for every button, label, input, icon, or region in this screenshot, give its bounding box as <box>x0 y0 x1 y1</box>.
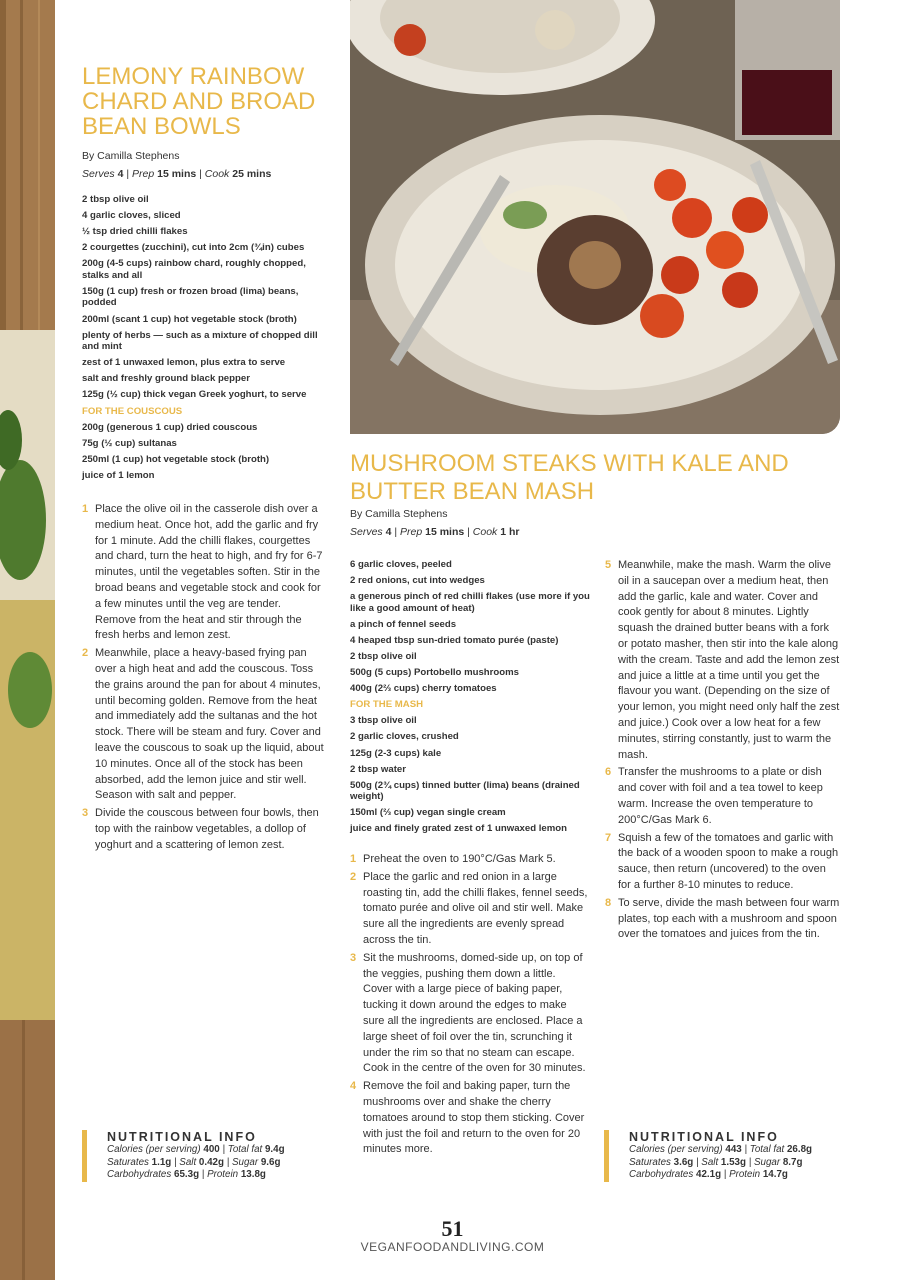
recipe1-meta: Serves 4 | Prep 15 mins | Cook 25 mins <box>82 168 272 180</box>
nutrition-line: Carbohydrates 42.1g | Protein 14.7g <box>629 1169 788 1180</box>
ingredient: 3 tbsp olive oil <box>350 715 417 727</box>
recipe1-nutrition <box>82 1130 337 1182</box>
step-number: 3 <box>350 951 357 964</box>
recipe2-method-right <box>605 558 841 945</box>
sugar-label: Sugar <box>231 1156 259 1168</box>
protein-label: Protein <box>729 1169 761 1180</box>
fat-label: Total fat <box>749 1144 785 1155</box>
method-step <box>82 502 324 644</box>
step-text: To serve, divide the mash between four warm plates, top each with a mushroom and spoon over the tomatoes and juices from the tin. <box>618 896 840 941</box>
recipe1-method <box>82 502 324 856</box>
nutrition-line: Saturates 3.6g | Salt 1.53g | Sugar 8.7g <box>629 1156 803 1168</box>
step-number: 2 <box>350 870 357 883</box>
cook-value: 25 mins <box>232 168 272 180</box>
ingredient: ½ tsp dried chilli flakes <box>82 226 188 238</box>
ingredient: a generous pinch of red chilli flakes (use more if you like a good amount of heat) <box>350 591 590 614</box>
step-text: Divide the couscous between four bowls, then top with the rainbow vegetables, a dollop of yoghurt and a scattering of lemon zest. <box>95 807 319 851</box>
saturates-value: 3.6g <box>673 1156 694 1168</box>
step-number: 6 <box>605 766 612 779</box>
method-step <box>82 806 324 853</box>
step-text: Sit the mushrooms, domed-side up, on top of the veggies, pushing them down a little. Cover with a large piece of baking paper, tucking it down around the edges to make sure all the ingredients are enclosed. Place a large sheet of foil over the tin, scrunching it under the rim so that no steam can escape. Cook in the centre of the oven for 30 minutes. <box>363 951 586 1075</box>
ingredient: 2 tbsp water <box>350 763 406 775</box>
recipe2-title: MUSHROOM STEAKS WITH KALE AND BUTTER BEAN MASH <box>350 450 789 505</box>
step-text: Meanwhile, make the mash. Warm the olive oil in a saucepan over a medium heat, then add the garlic, kale and water. Cover and cook gently for about 8 minutes. Lightly squash the drained butter beans with a fork or potato masher, then stir into the kale along with the cream. Taste and add the lemon zest and juice a little at a time until you get the flavour you want. (Depending on the size of your lemon, you might need only half the zest and juice.) Cook over a low heat for a few minutes, stirring constantly, just to warm the mash. <box>618 559 840 761</box>
ingredient: 500g (5 cups) Portobello mushrooms <box>350 667 519 679</box>
prep-label: Prep <box>132 168 155 180</box>
ingredient: 150ml (⅔ cup) vegan single cream <box>350 807 506 819</box>
calories-label: Calories (per serving) <box>629 1144 723 1155</box>
ingredient: 250ml (1 cup) hot vegetable stock (broth) <box>82 453 270 465</box>
salt-label: Salt <box>701 1156 719 1168</box>
serves-label: Serves <box>350 526 383 538</box>
ingredient: plenty of herbs — such as a mixture of chopped dill and mint <box>82 329 318 353</box>
ingredient: 4 garlic cloves, sliced <box>82 210 181 222</box>
cook-label: Cook <box>472 526 498 538</box>
ingredient: 125g (2-3 cups) kale <box>350 747 442 759</box>
method-step <box>350 951 588 1077</box>
step-number: 2 <box>82 647 89 660</box>
ingredient: salt and freshly ground black pepper <box>82 373 250 385</box>
method-step <box>605 765 841 828</box>
nutrition-line: Calories (per serving) 443 | Total fat 26.8g <box>629 1144 813 1155</box>
ingredient: 500g (2¾ cups) tinned butter (lima) beans (drained weight) <box>350 779 580 803</box>
left-photo-strip <box>0 0 55 1280</box>
prep-value: 15 mins <box>157 168 197 180</box>
step-text: Squish a few of the tomatoes and garlic with the back of a wooden spoon to make a rough sauce, then return (uncovered) to the oven for a further 8-10 minutes to reduce. <box>618 831 839 891</box>
step-text: Meanwhile, place a heavy-based frying pan over a high heat and add the couscous. Toss the grains around the pan for about 4 minutes, until becoming golden. Remove from the heat and immediately add the sultanas and the hot stock. There will be steam and fury. Cover and leave the couscous to soak up the liquid, about 10 minutes. Once all of the stock has been absorbed, add the lemon juice and stir well. Season with salt and pepper. <box>95 647 324 802</box>
recipe2-author: By Camilla Stephens <box>350 508 448 520</box>
ingredient: juice of 1 lemon <box>82 469 155 481</box>
step-number: 1 <box>350 853 357 865</box>
recipe2-method-left <box>350 852 588 1160</box>
food-photo <box>350 0 840 434</box>
serves-value: 4 <box>385 526 392 538</box>
calories-value: 400 <box>203 1144 220 1155</box>
sugar-value: 8.7g <box>782 1156 803 1168</box>
salt-value: 1.53g <box>720 1156 746 1168</box>
serves-label: Serves <box>82 168 115 180</box>
saturates-label: Saturates <box>629 1156 671 1168</box>
step-text: Place the olive oil in the casserole dish over a medium heat. Once hot, add the garlic and fry for 1 minute. Add the chilli flakes, courgettes and chard, turn the heat to high, and fry for 6-7 minutes, until the vegetables soften. Stir in the broad beans and vegetable stock and cook for a few minutes until the veg are tender. Remove from the heat and stir through the fresh herbs and lemon zest. <box>95 503 323 642</box>
method-step <box>605 831 841 894</box>
ingredient: 6 garlic cloves, peeled <box>350 559 452 570</box>
recipe1-author: By Camilla Stephens <box>82 150 180 162</box>
salt-value: 0.42g <box>198 1156 224 1168</box>
ingredient: 2 red onions, cut into wedges <box>350 575 485 587</box>
method-step <box>350 1079 588 1158</box>
fat-value: 9.4g <box>264 1144 285 1155</box>
ingredient: 2 tbsp olive oil <box>82 194 149 205</box>
cook-value: 1 hr <box>500 526 520 538</box>
carbs-label: Carbohydrates <box>107 1169 172 1180</box>
ingredient: 200ml (scant 1 cup) hot vegetable stock (broth) <box>82 313 297 325</box>
ingredient: juice and finely grated zest of 1 unwaxed lemon <box>350 823 567 835</box>
serves-value: 4 <box>117 168 124 180</box>
step-text: Preheat the oven to 190°C/Gas Mark 5. <box>363 853 556 865</box>
nutrition-line: Carbohydrates 65.3g | Protein 13.8g <box>107 1169 266 1180</box>
ingredient: 400g (2⅔ cups) cherry tomatoes <box>350 683 497 695</box>
step-number: 5 <box>605 559 612 571</box>
recipe2-ingredients <box>350 559 590 840</box>
recipe1-ingredients <box>82 194 327 486</box>
ingredient: 125g (½ cup) thick vegan Greek yoghurt, to serve <box>82 389 307 401</box>
protein-label: Protein <box>207 1169 239 1180</box>
saturates-label: Saturates <box>107 1156 149 1168</box>
calories-label: Calories (per serving) <box>107 1144 201 1155</box>
fat-label: Total fat <box>227 1144 263 1155</box>
recipe2-meta: Serves 4 | Prep 15 mins | Cook 1 hr <box>350 526 520 538</box>
nutrition-line: Calories (per serving) 400 | Total fat 9.4g <box>107 1144 285 1155</box>
prep-label: Prep <box>400 526 423 538</box>
step-number: 3 <box>82 807 89 820</box>
ingredient: 75g (½ cup) sultanas <box>82 437 177 449</box>
step-number: 8 <box>605 896 612 909</box>
recipe1-title: LEMONY RAINBOW CHARD AND BROAD BEAN BOWLS <box>82 63 316 140</box>
prep-value: 15 mins <box>425 526 465 538</box>
step-number: 7 <box>605 831 612 844</box>
cook-label: Cook <box>204 168 230 180</box>
saturates-value: 1.1g <box>151 1156 172 1168</box>
nutrition-line: Saturates 1.1g | Salt 0.42g | Sugar 9.6g <box>107 1156 281 1168</box>
protein-value: 13.8g <box>240 1169 266 1180</box>
sugar-value: 9.6g <box>260 1156 281 1168</box>
salt-label: Salt <box>179 1156 197 1168</box>
ingredient: 2 tbsp olive oil <box>350 650 417 662</box>
ingredients-subheading: FOR THE COUSCOUS <box>82 405 183 417</box>
ingredient: 150g (1 cup) fresh or frozen broad (lima) beans, podded <box>82 285 299 309</box>
carbs-value: 42.1g <box>696 1169 722 1180</box>
sugar-label: Sugar <box>753 1156 781 1168</box>
ingredient: 2 courgettes (zucchini), cut into 2cm (¾in) cubes <box>82 242 305 254</box>
page-number: 51 <box>441 1216 464 1241</box>
carbs-label: Carbohydrates <box>629 1169 694 1180</box>
nutrition-heading: NUTRITIONAL INFO <box>629 1130 779 1144</box>
ingredient: 2 garlic cloves, crushed <box>350 731 459 743</box>
ingredient: zest of 1 unwaxed lemon, plus extra to serve <box>82 357 286 369</box>
ingredient: 4 heaped tbsp sun-dried tomato purée (paste) <box>350 634 559 646</box>
website-url: VEGANFOODANDLIVING.COM <box>360 1240 545 1254</box>
method-step <box>82 646 324 804</box>
step-text: Transfer the mushrooms to a plate or dish and cover with foil and a tea towel to keep warm. Increase the oven temperature to 200°C/Gas Mark 6. <box>618 766 823 826</box>
ingredient: a pinch of fennel seeds <box>350 618 457 630</box>
method-step <box>605 896 841 943</box>
fat-value: 26.8g <box>786 1144 813 1155</box>
ingredients-subheading: FOR THE MASH <box>350 699 424 711</box>
step-number: 1 <box>82 503 89 515</box>
step-text: Remove the foil and baking paper, turn the mushrooms over and shake the cherry tomatoes around to stop them sticking. Cover with just the foil and return to the oven for 20 minutes more. <box>363 1080 585 1156</box>
step-number: 4 <box>350 1080 357 1093</box>
method-step <box>350 852 588 868</box>
method-step <box>605 558 841 763</box>
step-text: Place the garlic and red onion in a large roasting tin, add the chilli flakes, fennel seeds, tomato purée and olive oil and stir well. Make sure all the ingredients are evenly spread across the tin. <box>363 870 588 946</box>
protein-value: 14.7g <box>762 1169 788 1180</box>
method-step <box>350 870 588 949</box>
nutrition-heading: NUTRITIONAL INFO <box>107 1130 257 1144</box>
recipe2-nutrition <box>604 1130 864 1182</box>
carbs-value: 65.3g <box>174 1169 200 1180</box>
calories-value: 443 <box>725 1144 742 1155</box>
ingredient: 200g (generous 1 cup) dried couscous <box>82 421 258 433</box>
ingredient: 200g (4-5 cups) rainbow chard, roughly chopped, stalks and all <box>82 258 306 281</box>
